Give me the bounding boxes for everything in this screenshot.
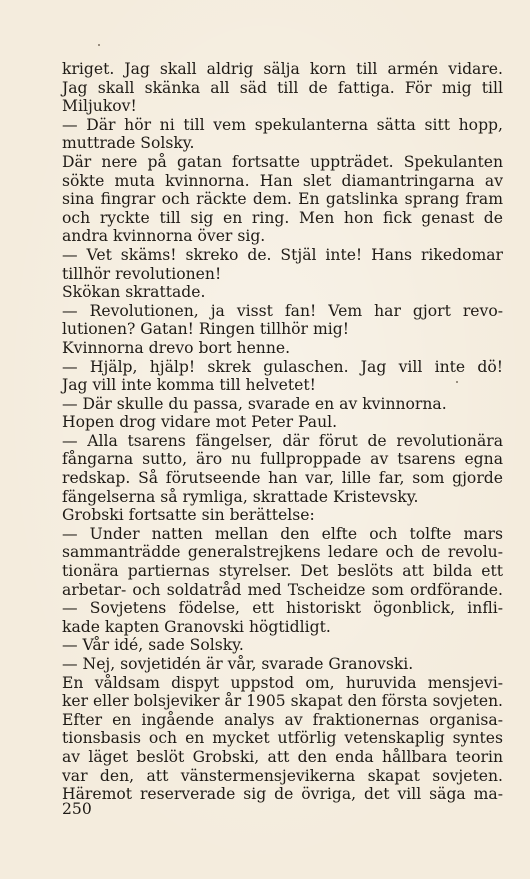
text-line: Där nere på gatan fortsatte uppträdet. Spekulanten — [62, 152, 503, 171]
text-line: Miljukov! — [62, 97, 137, 116]
body-text — [62, 60, 503, 804]
text-line: — Där skulle du passa, svarade en av kvinnorna. — [62, 394, 447, 413]
text-line: och ryckte till sig en ring. Men hon fick genast de — [62, 208, 503, 227]
text-line: Skökan skrattade. — [62, 283, 206, 302]
text-line: — Under natten mellan den elfte och tolfte mars — [62, 524, 503, 543]
text-line: — Vår idé, sade Solsky. — [62, 636, 244, 655]
text-line: lutionen? Gatan! Ringen tillhör mig! — [62, 320, 349, 339]
text-line: Häremot reserverade sig de övriga, det vill säga ma- — [62, 785, 503, 804]
text-line: sina fingrar och räckte dem. En gatslinka sprang fram — [62, 190, 503, 209]
text-line: kade kapten Granovski högtidligt. — [62, 617, 331, 636]
text-line: av läget beslöt Grobski, att den enda hållbara teorin — [62, 747, 503, 766]
text-line: fängelserna så rymliga, skrattade Kristevsky. — [62, 487, 419, 506]
text-line: Efter en ingående analys av fraktionernas organisa- — [62, 710, 503, 729]
text-line: sökte muta kvinnorna. Han slet diamantringarna av — [62, 171, 503, 190]
page-number: 250 — [62, 800, 92, 818]
text-line: muttrade Solsky. — [62, 134, 195, 153]
text-line: Hopen drog vidare mot Peter Paul. — [62, 413, 338, 432]
text-line: var den, att vänstermensjevikerna skapat sovjeten. — [62, 766, 503, 785]
text-line: — Nej, sovjetidén är vår, svarade Granovski. — [62, 655, 414, 673]
text-line: — Där hör ni till vem spekulanterna sätta sitt hopp, — [62, 115, 503, 134]
text-line: tillhör revolutionen! — [62, 264, 222, 283]
text-line: tionära partiernas styrelser. Det beslöts att bilda ett — [62, 562, 503, 581]
text-line: Kvinnorna drevo bort henne. — [62, 338, 291, 357]
text-line: Jag skall skänka all säd till de fattiga. För mig till — [62, 78, 503, 97]
text-line: — Alla tsarens fängelser, där förut de revolutionära — [62, 431, 503, 450]
text-line: ker eller bolsjeviker år 1905 skapat den första sovjeten. — [62, 692, 503, 711]
text-line: kriget. Jag skall aldrig sälja korn till armén vidare. — [62, 60, 503, 78]
text-line: Jag vill inte komma till helvetet! — [62, 376, 316, 395]
text-line: tionsbasis och en mycket utförlig vetenskaplig syntes — [62, 729, 503, 748]
text-line: — Vet skäms! skreko de. Stjäl inte! Hans rikedomar — [62, 245, 503, 264]
text-line: sammanträdde generalstrejkens ledare och de revolu- — [62, 543, 503, 562]
print-speck — [98, 44, 100, 46]
text-line: En våldsam dispyt uppstod om, huruvida mensjevi- — [62, 673, 503, 692]
text-line: Grobski fortsatte sin berättelse: — [62, 506, 315, 525]
text-line: fångarna sutto, äro nu fullproppade av tsarens egna — [62, 450, 503, 469]
text-line: redskap. Så förutseende han var, lille far, som gjorde — [62, 469, 503, 488]
text-line: — Hjälp, hjälp! skrek gulaschen. Jag vill inte dö! — [62, 357, 503, 376]
text-line: andra kvinnorna över sig. — [62, 227, 266, 246]
text-line: — Revolutionen, ja visst fan! Vem har gjort revo- — [62, 301, 503, 320]
text-line: arbetar- och soldatråd med Tscheidze som ordförande. — [62, 580, 503, 599]
text-line: — Sovjetens födelse, ett historiskt ögonblick, infli- — [62, 599, 503, 618]
